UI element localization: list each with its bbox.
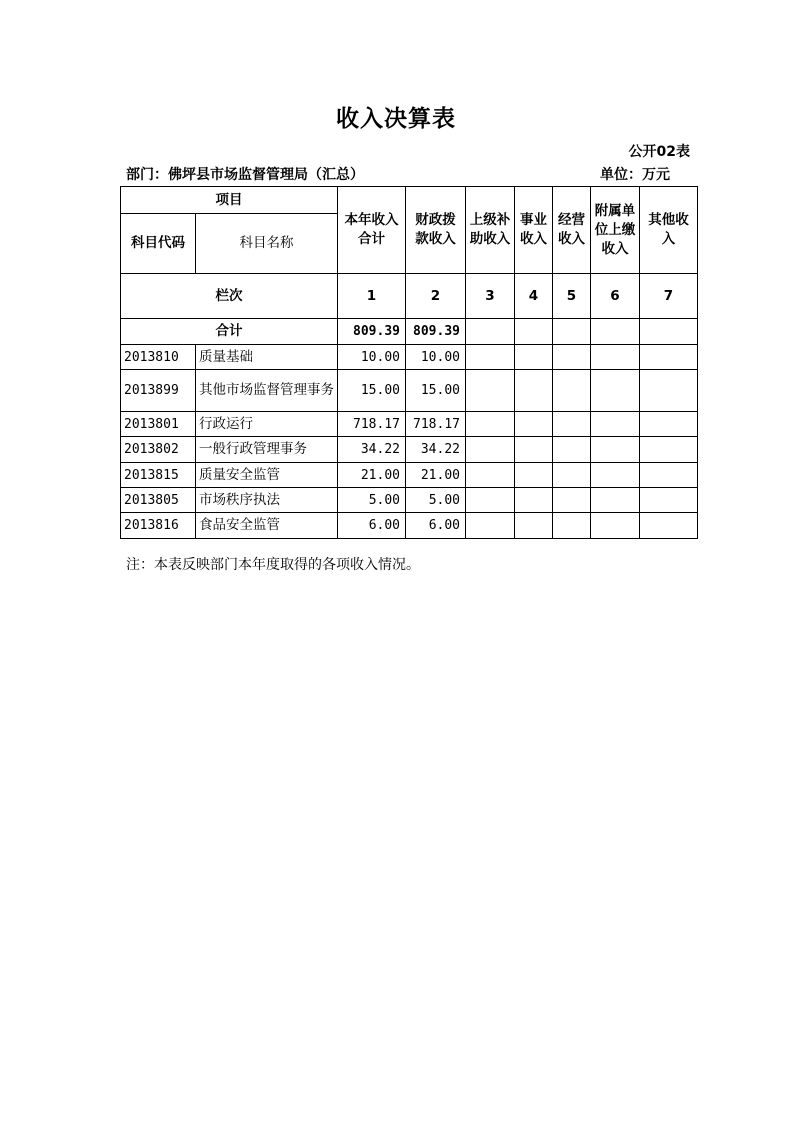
header-fiscal: 财政拨款收入: [406, 187, 466, 274]
row-fiscal: 21.00: [406, 463, 466, 488]
department-label: 部门：佛坪县市场监督管理局（汇总）: [126, 167, 364, 183]
row-name: 一般行政管理事务: [196, 437, 338, 463]
row-name: 食品安全监管: [196, 513, 338, 539]
header-business: 事业收入: [515, 187, 553, 274]
row-name: 其他市场监督管理事务: [196, 370, 338, 412]
row-fiscal: 5.00: [406, 488, 466, 513]
row-code: 2013816: [121, 513, 196, 539]
column-number: 7: [640, 274, 698, 319]
table-row: [121, 488, 698, 513]
row-total: 10.00: [338, 345, 406, 370]
column-number: 6: [591, 274, 640, 319]
row-fiscal: 6.00: [406, 513, 466, 539]
row-name: 质量基础: [196, 345, 338, 370]
unit-label: 单位：万元: [600, 167, 670, 183]
column-number: 1: [338, 274, 406, 319]
header-item: 项目: [121, 187, 338, 214]
row-code: 2013801: [121, 412, 196, 437]
row-fiscal: 15.00: [406, 370, 466, 412]
table-row: [121, 437, 698, 463]
table-row: [121, 412, 698, 437]
total-row: [121, 319, 698, 345]
row-total: 6.00: [338, 513, 406, 539]
table-row: [121, 345, 698, 370]
total-label: 合计: [121, 319, 338, 345]
row-total: 5.00: [338, 488, 406, 513]
column-number: 5: [553, 274, 591, 319]
income-table: [120, 186, 698, 539]
form-number: 公开02表: [628, 144, 690, 160]
row-code: 2013815: [121, 463, 196, 488]
row-code: 2013805: [121, 488, 196, 513]
header-operating: 经营收入: [553, 187, 591, 274]
column-number: 2: [406, 274, 466, 319]
row-code: 2013899: [121, 370, 196, 412]
row-name: 质量安全监管: [196, 463, 338, 488]
row-fiscal: 10.00: [406, 345, 466, 370]
page-title: 收入决算表: [336, 106, 456, 132]
header-superior: 上级补助收入: [466, 187, 515, 274]
row-total: 15.00: [338, 370, 406, 412]
row-code: 2013802: [121, 437, 196, 463]
total-amount: 809.39: [338, 319, 406, 345]
header-other: 其他收入: [640, 187, 698, 274]
header-total: 本年收入合计: [338, 187, 406, 274]
header-name: 科目名称: [196, 214, 338, 274]
total-fiscal: 809.39: [406, 319, 466, 345]
table-row: [121, 463, 698, 488]
row-total: 34.22: [338, 437, 406, 463]
header-affiliated: 附属单位上缴收入: [591, 187, 640, 274]
table-row: [121, 513, 698, 539]
table-row: [121, 370, 698, 412]
row-code: 2013810: [121, 345, 196, 370]
column-label: 栏次: [121, 274, 338, 319]
column-number: 4: [515, 274, 553, 319]
column-number: 3: [466, 274, 515, 319]
row-fiscal: 34.22: [406, 437, 466, 463]
header-code: 科目代码: [121, 214, 196, 274]
row-total: 21.00: [338, 463, 406, 488]
table-note: 注：本表反映部门本年度取得的各项收入情况。: [126, 557, 420, 573]
row-total: 718.17: [338, 412, 406, 437]
row-name: 行政运行: [196, 412, 338, 437]
row-fiscal: 718.17: [406, 412, 466, 437]
row-name: 市场秩序执法: [196, 488, 338, 513]
